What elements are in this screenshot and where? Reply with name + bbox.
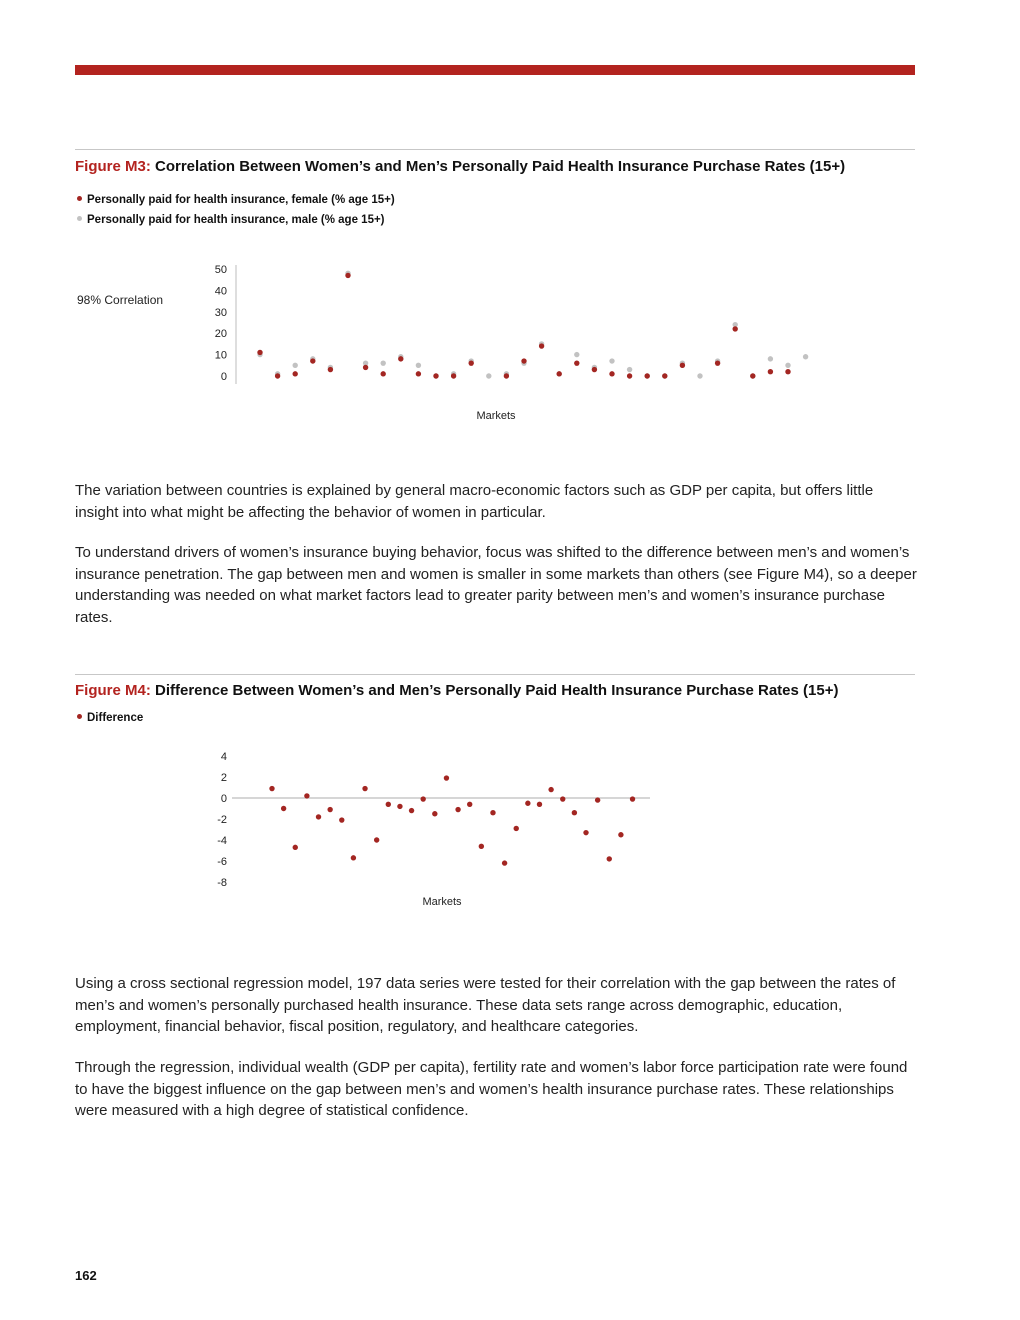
m3-female-point (662, 373, 667, 378)
figure-m4-divider (75, 674, 915, 675)
m3-male-point (627, 367, 632, 372)
legend-female-label: Personally paid for health insurance, female (% age 15+) (87, 194, 395, 206)
m3-female-point (785, 369, 790, 374)
m3-male-point (768, 356, 773, 361)
m4-difference-point (281, 806, 286, 811)
figure-m3-title-text: Correlation Between Women’s and Men’s Personally Paid Health Insurance Purchase Rates (15+) (155, 158, 846, 175)
m4-difference-point (351, 855, 356, 860)
m4-difference-point (386, 802, 391, 807)
m4-difference-point (618, 832, 623, 837)
figure-m3-divider (75, 149, 915, 150)
legend-male (77, 214, 385, 226)
m3-y-tick-label: 10 (214, 349, 227, 362)
m4-y-tick-label: 4 (220, 751, 227, 763)
m4-difference-point (607, 856, 612, 861)
m3-female-point (345, 273, 350, 278)
m4-difference-point (490, 810, 495, 815)
m3-male-point (803, 354, 808, 359)
m3-female-point (257, 350, 262, 355)
m3-male-series (257, 271, 808, 379)
m3-female-point (539, 343, 544, 348)
m3-female-point (592, 367, 597, 372)
m4-difference-point (537, 802, 542, 807)
m3-y-tick-label: 40 (214, 285, 227, 298)
top-accent-bar (75, 65, 915, 75)
figure-m4-title (75, 682, 935, 699)
m3-y-tick-label: 30 (214, 306, 227, 319)
m3-male-point (293, 363, 298, 368)
m3-female-point (275, 373, 280, 378)
m3-female-point (363, 365, 368, 370)
m4-y-tick-label: -8 (217, 877, 227, 889)
m3-y-tick-label: 20 (214, 328, 227, 341)
m3-female-point (310, 358, 315, 363)
m3-female-point (433, 373, 438, 378)
m3-female-point (733, 326, 738, 331)
m3-female-point (715, 360, 720, 365)
m4-difference-point (548, 787, 553, 792)
m4-difference-point (583, 830, 588, 835)
paragraph-1: The variation between countries is explained by general macro-economic factors such as GDP per capita, but offers little insight into what might be affecting the behavior of women in particular. (75, 482, 874, 521)
m4-difference-point (269, 786, 274, 791)
correlation-annotation: 98% Correlation (77, 293, 164, 307)
m3-female-point (521, 358, 526, 363)
m4-y-tick-labels (217, 751, 227, 889)
m4-y-tick-label: 0 (220, 793, 227, 805)
legend-difference-label: Difference (87, 712, 144, 724)
m3-male-point (785, 363, 790, 368)
m4-difference-point (479, 844, 484, 849)
figure-m4-label: Figure M4: (75, 682, 151, 699)
m4-y-tick-label: -6 (217, 856, 227, 868)
m3-female-point (293, 371, 298, 376)
m3-female-point (416, 371, 421, 376)
figure-m3-chart (0, 255, 1020, 430)
m3-male-point (697, 373, 702, 378)
m4-difference-point (362, 786, 367, 791)
m3-female-point (398, 356, 403, 361)
m3-female-point (680, 363, 685, 368)
m4-difference-point (374, 837, 379, 842)
m4-difference-point (514, 826, 519, 831)
paragraph-4: Through the regression, individual wealth (GDP per capita), fertility rate and women’s labor force participation rate were found to have the biggest influence on the gap between men’s and women’s health insurance purchase rates. These relationships were measured with a high degree of statistical confidence. (75, 1059, 908, 1119)
m3-female-point (574, 360, 579, 365)
m3-y-tick-labels (215, 264, 227, 383)
page-number: 162 (75, 1268, 97, 1283)
m3-female-point (609, 371, 614, 376)
m3-female-point (328, 367, 333, 372)
legend-male-label: Personally paid for health insurance, male (% age 15+) (87, 214, 385, 226)
m4-difference-point (420, 796, 425, 801)
m3-female-point (451, 373, 456, 378)
m4-x-axis-label: Markets (422, 896, 462, 908)
m4-difference-point (444, 775, 449, 780)
m4-difference-point (304, 793, 309, 798)
m4-difference-point (397, 804, 402, 809)
m4-difference-point (630, 796, 635, 801)
m4-y-tick-label: 2 (220, 772, 227, 784)
m3-female-series (257, 273, 790, 379)
m4-difference-point (560, 796, 565, 801)
m3-x-axis-label: Markets (476, 410, 516, 422)
m3-male-point (486, 373, 491, 378)
legend-difference-marker (77, 714, 82, 719)
m4-y-tick-label: -4 (217, 835, 227, 847)
m3-female-point (504, 373, 509, 378)
m3-female-point (627, 373, 632, 378)
figure-m3-label: Figure M3: (75, 158, 151, 175)
paragraph-2: To understand drivers of women’s insurance buying behavior, focus was shifted to the difference between men’s and women’s insurance penetration. The gap between men and women is smaller in some markets than others (see Figure M4), so a deeper understanding was needed on what market factors lead to greater parity between men’s and women’s insurance purchase rates. (75, 544, 917, 626)
m3-female-point (750, 373, 755, 378)
m4-difference-point (327, 807, 332, 812)
m3-female-point (557, 371, 562, 376)
m4-y-tick-label: -2 (217, 814, 227, 826)
paragraph-3: Using a cross sectional regression model, 197 data series were tested for their correlation with the gap between the rates of men’s and women’s personally purchased health insurance. These data sets range across demographic, education, employment, financial behavior, fiscal position, regulatory, and healthcare categories. (75, 975, 896, 1035)
m4-difference-point (409, 808, 414, 813)
m3-female-point (381, 371, 386, 376)
m4-difference-point (595, 797, 600, 802)
m3-male-point (609, 358, 614, 363)
legend-difference (77, 712, 143, 724)
m3-y-tick-label: 50 (214, 264, 227, 276)
m3-male-point (381, 360, 386, 365)
figure-m4-title-text: Difference Between Women’s and Men’s Personally Paid Health Insurance Purchase Rates (15+) (155, 682, 839, 699)
m4-difference-point (502, 860, 507, 865)
m4-difference-point (525, 801, 530, 806)
m4-difference-point (455, 807, 460, 812)
m4-difference-series (269, 775, 635, 865)
legend-female (77, 194, 395, 206)
figure-m4-chart (0, 745, 1020, 915)
m4-difference-point (293, 845, 298, 850)
m3-y-tick-label: 0 (220, 371, 227, 383)
m3-female-point (645, 373, 650, 378)
m4-difference-point (572, 810, 577, 815)
m3-female-point (768, 369, 773, 374)
m4-difference-point (339, 817, 344, 822)
legend-female-marker (77, 196, 82, 201)
legend-male-marker (77, 216, 82, 221)
m4-difference-point (316, 814, 321, 819)
m3-female-point (469, 360, 474, 365)
m3-male-point (574, 352, 579, 357)
m4-difference-point (467, 802, 472, 807)
figure-m3-title (75, 158, 935, 175)
m3-male-point (416, 363, 421, 368)
m4-difference-point (432, 811, 437, 816)
